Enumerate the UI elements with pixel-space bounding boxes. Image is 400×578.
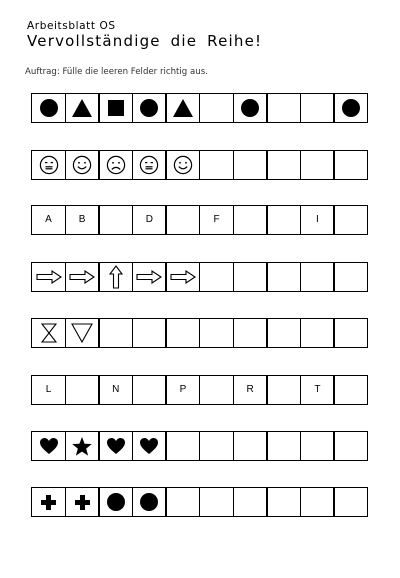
circle-icon	[106, 492, 126, 512]
empty-answer-cell[interactable]	[300, 431, 335, 461]
sequence-row-faces	[31, 150, 368, 180]
circle-icon	[139, 98, 159, 118]
arrow-right-icon	[170, 270, 196, 284]
empty-answer-cell[interactable]	[199, 318, 234, 348]
empty-answer-cell[interactable]	[333, 431, 368, 461]
star-icon	[71, 436, 93, 457]
letter-cell	[132, 205, 167, 235]
symbol-cell	[98, 150, 133, 180]
symbol-cell	[132, 150, 167, 180]
empty-answer-cell[interactable]	[132, 375, 167, 405]
empty-answer-cell[interactable]	[333, 262, 368, 292]
heart-icon	[139, 437, 159, 455]
neutral-face-icon	[39, 155, 59, 175]
symbol-cell	[132, 431, 167, 461]
empty-answer-cell[interactable]	[300, 318, 335, 348]
empty-answer-cell[interactable]	[233, 318, 268, 348]
circle-icon	[240, 98, 260, 118]
empty-answer-cell[interactable]	[300, 150, 335, 180]
symbol-cell	[98, 487, 133, 517]
empty-answer-cell[interactable]	[266, 93, 301, 123]
cross-icon	[74, 494, 91, 511]
symbol-cell	[31, 93, 66, 123]
arrow-right-icon	[69, 270, 95, 284]
heart-icon	[39, 437, 59, 455]
symbol-cell	[31, 318, 66, 348]
cell-letter: F	[213, 214, 220, 225]
empty-answer-cell[interactable]	[300, 93, 335, 123]
symbol-cell	[65, 318, 100, 348]
symbol-cell	[165, 262, 200, 292]
symbol-cell	[233, 93, 268, 123]
happy-face-icon	[72, 155, 92, 175]
heart-icon	[106, 437, 126, 455]
empty-answer-cell[interactable]	[233, 487, 268, 517]
empty-answer-cell[interactable]	[165, 318, 200, 348]
circle-icon	[139, 492, 159, 512]
sequence-row-shapes	[31, 93, 368, 123]
empty-answer-cell[interactable]	[199, 93, 234, 123]
empty-answer-cell[interactable]	[333, 318, 368, 348]
sequence-row-letters-l	[31, 375, 368, 405]
symbol-cell	[98, 431, 133, 461]
letter-cell	[65, 205, 100, 235]
empty-answer-cell[interactable]	[199, 431, 234, 461]
triangle-icon	[172, 98, 194, 118]
task-instruction: Auftrag: Fülle die leeren Felder richtig aus.	[25, 67, 208, 77]
symbol-cell	[98, 262, 133, 292]
empty-answer-cell[interactable]	[333, 487, 368, 517]
sad-face-icon	[106, 155, 126, 175]
sequence-row-crosses-circles	[31, 487, 368, 517]
empty-answer-cell[interactable]	[333, 150, 368, 180]
symbol-cell	[31, 262, 66, 292]
empty-answer-cell[interactable]	[199, 375, 234, 405]
letter-cell	[300, 375, 335, 405]
symbol-cell	[132, 93, 167, 123]
empty-answer-cell[interactable]	[266, 262, 301, 292]
letter-cell	[31, 375, 66, 405]
sequence-row-arrows	[31, 262, 368, 292]
empty-answer-cell[interactable]	[300, 262, 335, 292]
empty-answer-cell[interactable]	[98, 318, 133, 348]
page-title: Vervollständige die Reihe!	[27, 32, 263, 50]
symbol-cell	[98, 93, 133, 123]
symbol-cell	[132, 262, 167, 292]
cell-letter: R	[246, 384, 254, 395]
empty-answer-cell[interactable]	[233, 262, 268, 292]
triangle-icon	[71, 98, 93, 118]
empty-answer-cell[interactable]	[233, 431, 268, 461]
empty-answer-cell[interactable]	[98, 205, 133, 235]
empty-answer-cell[interactable]	[165, 431, 200, 461]
empty-answer-cell[interactable]	[300, 487, 335, 517]
empty-answer-cell[interactable]	[266, 487, 301, 517]
sequence-row-letters-a	[31, 205, 368, 235]
cell-letter: A	[45, 214, 52, 225]
letter-cell	[233, 375, 268, 405]
sequence-row-hearts-stars	[31, 431, 368, 461]
arrow-up-icon	[109, 265, 123, 289]
circle-icon	[341, 98, 361, 118]
cell-letter: D	[145, 214, 153, 225]
symbol-cell	[65, 93, 100, 123]
empty-answer-cell[interactable]	[233, 205, 268, 235]
empty-answer-cell[interactable]	[132, 318, 167, 348]
cell-letter: B	[78, 214, 86, 225]
happy-face-icon	[173, 155, 193, 175]
cell-letter: P	[179, 384, 187, 395]
symbol-cell	[31, 150, 66, 180]
cross-icon	[40, 494, 57, 511]
circle-icon	[39, 98, 59, 118]
cell-letter: N	[112, 384, 120, 395]
symbol-cell	[65, 150, 100, 180]
symbol-cell	[165, 93, 200, 123]
square-icon	[107, 99, 125, 117]
empty-answer-cell[interactable]	[199, 487, 234, 517]
symbol-cell	[165, 150, 200, 180]
symbol-cell	[65, 262, 100, 292]
arrow-right-icon	[136, 270, 162, 284]
empty-answer-cell[interactable]	[165, 487, 200, 517]
empty-answer-cell[interactable]	[266, 150, 301, 180]
letter-cell	[300, 205, 335, 235]
empty-answer-cell[interactable]	[233, 150, 268, 180]
empty-answer-cell[interactable]	[266, 318, 301, 348]
empty-answer-cell[interactable]	[199, 150, 234, 180]
symbol-cell	[333, 93, 368, 123]
letter-cell	[31, 205, 66, 235]
cell-letter: I	[315, 214, 319, 225]
arrow-right-icon	[36, 270, 62, 284]
symbol-cell	[65, 487, 100, 517]
empty-answer-cell[interactable]	[65, 375, 100, 405]
empty-answer-cell[interactable]	[199, 262, 234, 292]
hourglass-icon	[41, 323, 57, 343]
letter-cell	[165, 375, 200, 405]
worksheet-label: Arbeitsblatt OS	[27, 20, 116, 32]
symbol-cell	[65, 431, 100, 461]
empty-answer-cell[interactable]	[333, 205, 368, 235]
symbol-cell	[132, 487, 167, 517]
symbol-cell	[31, 487, 66, 517]
letter-cell	[98, 375, 133, 405]
sequence-row-triangles	[31, 318, 368, 348]
neutral-face-icon	[139, 155, 159, 175]
empty-answer-cell[interactable]	[266, 205, 301, 235]
empty-answer-cell[interactable]	[165, 205, 200, 235]
letter-cell	[199, 205, 234, 235]
cell-letter: L	[45, 384, 52, 395]
empty-answer-cell[interactable]	[266, 375, 301, 405]
symbol-cell	[31, 431, 66, 461]
triangle-down-outline-icon	[71, 323, 93, 343]
empty-answer-cell[interactable]	[333, 375, 368, 405]
empty-answer-cell[interactable]	[266, 431, 301, 461]
cell-letter: T	[314, 384, 321, 395]
